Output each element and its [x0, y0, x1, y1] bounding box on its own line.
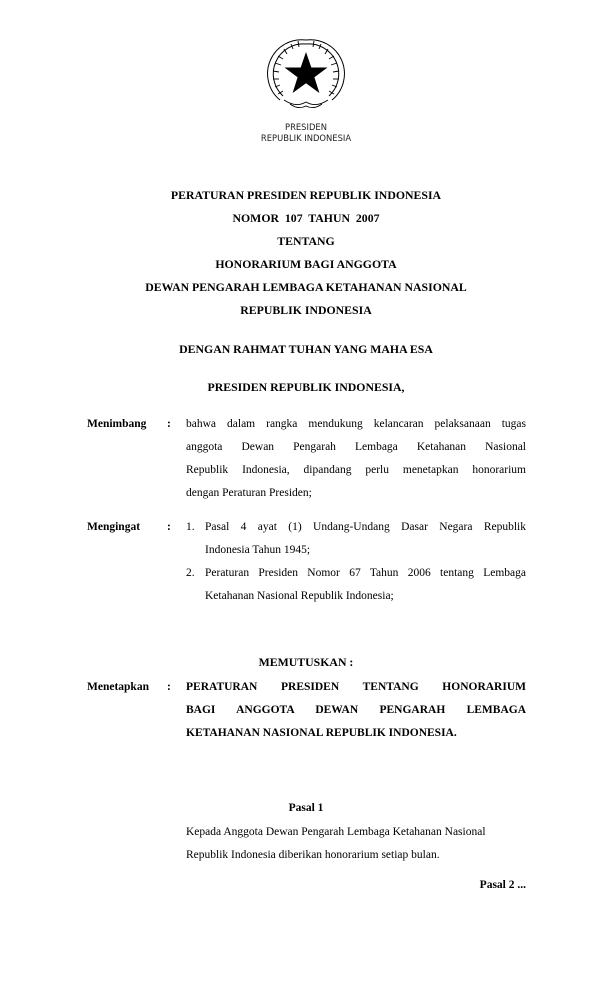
- president-heading: PRESIDEN REPUBLIK INDONESIA,: [207, 380, 405, 394]
- title-line-1: PERATURAN PRESIDEN REPUBLIK INDONESIA: [170, 188, 442, 202]
- mengingat-item-1-line-2: Indonesia Tahun 1945;: [205, 544, 311, 556]
- invocation: DENGAN RAHMAT TUHAN YANG MAHA ESA: [179, 342, 433, 356]
- garuda-emblem-icon: [266, 36, 346, 112]
- menetapkan-colon: :: [167, 681, 171, 693]
- pasal-1-line-1: Kepada Anggota Dewan Pengarah Lembaga Ketahanan Nasional: [186, 826, 486, 838]
- mengingat-item-2-number: 2.: [186, 567, 195, 579]
- mengingat-label: Mengingat: [87, 521, 141, 533]
- continuation-marker: Pasal 2 ...: [479, 879, 526, 891]
- mengingat-item-1-number: 1.: [186, 521, 195, 533]
- mengingat-colon: :: [167, 521, 171, 533]
- menimbang-line-4: dengan Peraturan Presiden;: [186, 487, 312, 499]
- title-line-5: DEWAN PENGARAH LEMBAGA KETAHANAN NASIONAL: [145, 280, 467, 294]
- title-line-2: NOMOR 107 TAHUN 2007: [232, 211, 380, 225]
- title-line-4: HONORARIUM BAGI ANGGOTA: [215, 257, 397, 271]
- letterhead-republik-indonesia: REPUBLIK INDONESIA: [260, 133, 352, 143]
- menetapkan-line-1: PERATURAN PRESIDEN TENTANG HONORARIUM: [186, 681, 526, 693]
- memutuskan-heading: MEMUTUSKAN :: [258, 655, 354, 669]
- menimbang-line-3: Republik Indonesia, dipandang perlu menetapkan honorarium: [186, 464, 526, 476]
- pasal-1-heading: Pasal 1: [288, 802, 324, 814]
- menimbang-line-2: anggota Dewan Pengarah Lembaga Ketahanan Nasional: [186, 441, 526, 453]
- mengingat-item-2-line-2: Ketahanan Nasional Republik Indonesia;: [205, 590, 394, 602]
- menimbang-label: Menimbang: [87, 418, 147, 430]
- menimbang-colon: :: [167, 418, 171, 430]
- title-line-3: TENTANG: [277, 234, 335, 248]
- pasal-1-line-2: Republik Indonesia diberikan honorarium setiap bulan.: [186, 849, 440, 861]
- menetapkan-line-2: BAGI ANGGOTA DEWAN PENGARAH LEMBAGA: [186, 704, 526, 716]
- menimbang-line-1: bahwa dalam rangka mendukung kelancaran pelaksanaan tugas: [186, 418, 526, 430]
- letterhead-presiden: PRESIDEN: [285, 122, 327, 132]
- title-line-6: REPUBLIK INDONESIA: [240, 303, 372, 317]
- mengingat-item-2-line-1: Peraturan Presiden Nomor 67 Tahun 2006 tentang Lembaga: [205, 567, 526, 579]
- mengingat-item-1-line-1: Pasal 4 ayat (1) Undang-Undang Dasar Negara Republik: [205, 521, 526, 533]
- menetapkan-label: Menetapkan: [87, 681, 149, 693]
- menetapkan-line-3: KETAHANAN NASIONAL REPUBLIK INDONESIA.: [186, 727, 457, 739]
